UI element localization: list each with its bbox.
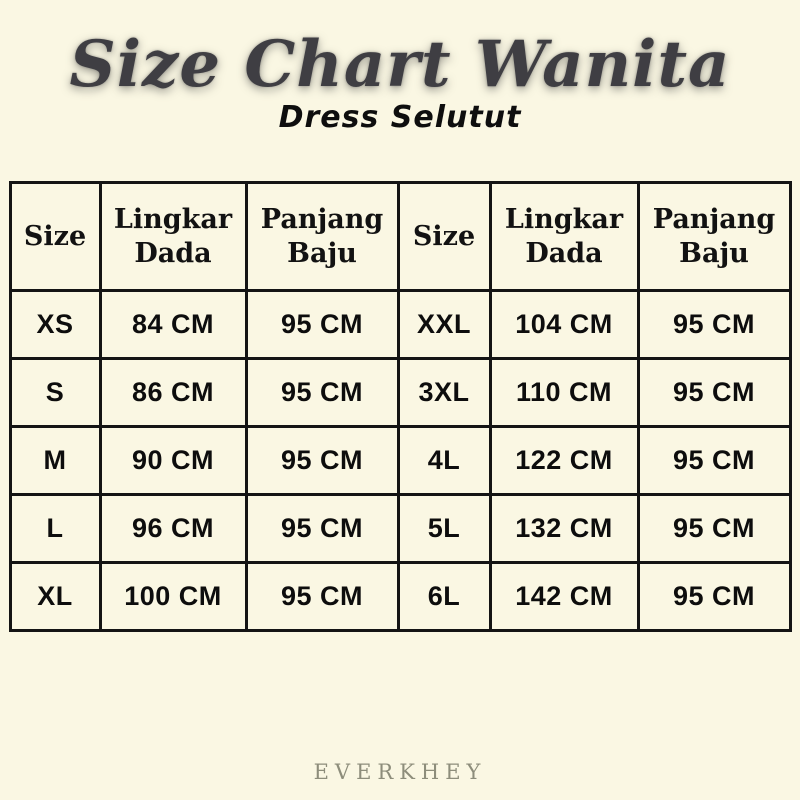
size-cell: S — [10, 359, 100, 427]
size-cell: 4L — [398, 427, 490, 495]
panjang-baju-cell: 95 CM — [246, 427, 398, 495]
size-table — [9, 181, 792, 632]
lingkar-dada-cell: 132 CM — [490, 495, 638, 563]
lingkar-dada-cell: 86 CM — [100, 359, 246, 427]
size-cell: XL — [10, 563, 100, 631]
lingkar-dada-cell: 104 CM — [490, 291, 638, 359]
size-cell: 6L — [398, 563, 490, 631]
size-cell: L — [10, 495, 100, 563]
page-subtitle: Dress Selutut — [278, 100, 522, 136]
col-header-panjang-baju-left: Panjang Baju — [246, 183, 398, 291]
lingkar-dada-cell: 100 CM — [100, 563, 246, 631]
lingkar-dada-cell: 96 CM — [100, 495, 246, 563]
panjang-baju-cell: 95 CM — [638, 291, 790, 359]
panjang-baju-cell: 95 CM — [638, 359, 790, 427]
header-row — [10, 183, 790, 291]
size-cell: XS — [10, 291, 100, 359]
size-cell: M — [10, 427, 100, 495]
col-header-lingkar-dada-right: Lingkar Dada — [490, 183, 638, 291]
col-header-size-right: Size — [398, 183, 490, 291]
panjang-baju-cell: 95 CM — [246, 291, 398, 359]
brand-name: EVERKHEY — [313, 760, 487, 784]
panjang-baju-cell: 95 CM — [638, 427, 790, 495]
table-row — [10, 427, 790, 495]
col-header-size-left: Size — [10, 183, 100, 291]
col-header-lingkar-dada-left: Lingkar Dada — [100, 183, 246, 291]
lingkar-dada-cell: 84 CM — [100, 291, 246, 359]
panjang-baju-cell: 95 CM — [246, 495, 398, 563]
lingkar-dada-cell: 90 CM — [100, 427, 246, 495]
lingkar-dada-cell: 142 CM — [490, 563, 638, 631]
table-row — [10, 359, 790, 427]
table-row — [10, 495, 790, 563]
size-cell: 3XL — [398, 359, 490, 427]
size-cell: 5L — [398, 495, 490, 563]
page-title: Size Chart Wanita — [69, 27, 731, 102]
lingkar-dada-cell: 122 CM — [490, 427, 638, 495]
panjang-baju-cell: 95 CM — [246, 359, 398, 427]
size-cell: XXL — [398, 291, 490, 359]
panjang-baju-cell: 95 CM — [246, 563, 398, 631]
table-row — [10, 563, 790, 631]
col-header-panjang-baju-right: Panjang Baju — [638, 183, 790, 291]
table-row — [10, 291, 790, 359]
panjang-baju-cell: 95 CM — [638, 495, 790, 563]
panjang-baju-cell: 95 CM — [638, 563, 790, 631]
lingkar-dada-cell: 110 CM — [490, 359, 638, 427]
